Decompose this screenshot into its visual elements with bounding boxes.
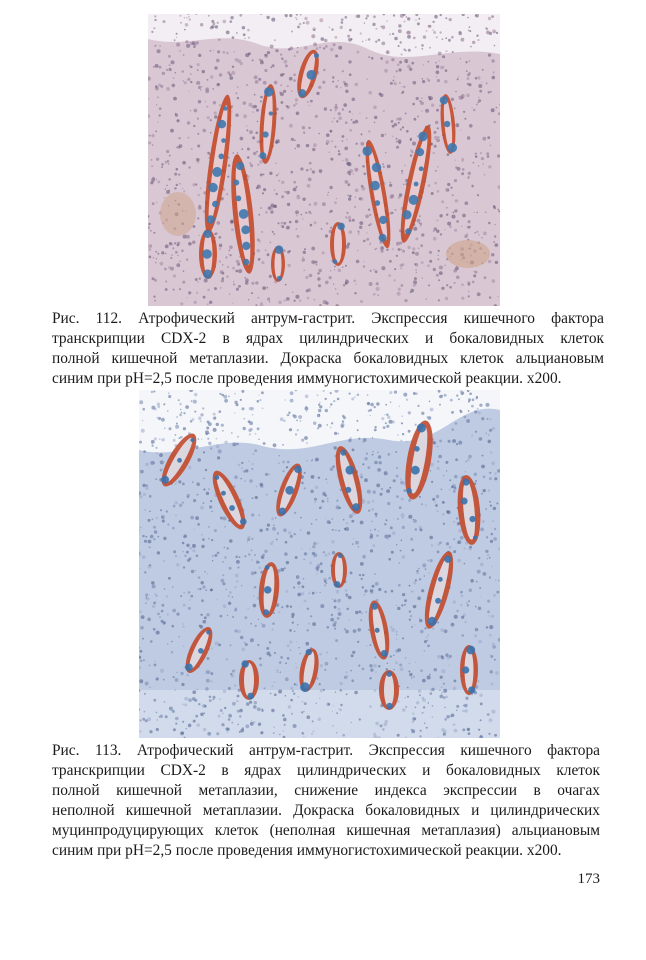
micrograph-figure-113 bbox=[139, 390, 500, 738]
metaplastic-gland bbox=[239, 660, 259, 700]
page-number: 173 bbox=[577, 871, 600, 887]
pyloric-gland-cluster bbox=[160, 192, 196, 236]
micrograph-113-image bbox=[139, 390, 500, 738]
caption-figure-113 bbox=[52, 741, 600, 861]
caption-line: полной кишечной метаплазии, снижение индекса экспрессии в очагах bbox=[52, 782, 600, 799]
caption-line: Рис. 113. Атрофический антрум-гастрит. Экспрессия кишечного фактора bbox=[52, 742, 600, 759]
metaplastic-gland bbox=[379, 670, 399, 710]
micrograph-figure-112 bbox=[148, 14, 500, 306]
caption-line: синим при pH=2,5 после проведения иммуногистохимической реакции. х200. bbox=[52, 842, 562, 859]
caption-line: транскрипции CDX-2 в ядрах цилиндрических и бокаловидных клеток bbox=[52, 330, 604, 347]
caption-line: неполной кишечной метаплазии. Докраска бокаловидных и цилиндрических bbox=[52, 802, 600, 819]
metaplastic-gland bbox=[199, 229, 217, 279]
caption-line: транскрипции CDX-2 в ядрах цилиндрических и бокаловидных клеток bbox=[52, 762, 600, 779]
metaplastic-gland bbox=[331, 552, 347, 588]
caption-line: муцинпродуцирующих клеток (неполная кишечная метаплазия) альциановым bbox=[52, 822, 600, 839]
metaplastic-gland bbox=[330, 222, 346, 266]
caption-line: синим при pH=2,5 после проведения иммуногистохимической реакции. х200. bbox=[52, 370, 562, 387]
metaplastic-gland bbox=[460, 645, 478, 695]
pyloric-gland-cluster bbox=[446, 240, 490, 268]
caption-line: Рис. 112. Атрофический антрум-гастрит. Экспрессия кишечного фактора bbox=[52, 310, 604, 327]
caption-figure-112 bbox=[52, 309, 604, 389]
caption-line: полной кишечной метаплазии. Докраска бокаловидных клеток альциановым bbox=[52, 350, 604, 367]
micrograph-112-image bbox=[148, 14, 500, 306]
